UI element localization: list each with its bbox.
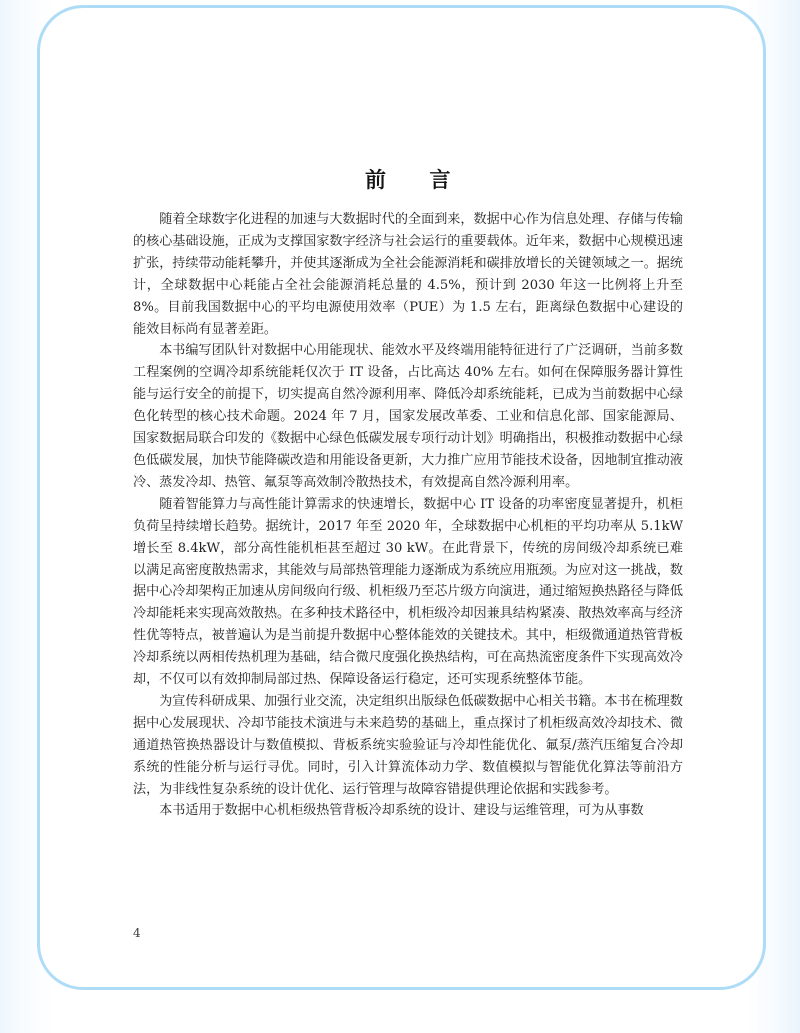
paragraph: 为宣传科研成果、加强行业交流，决定组织出版绿色低碳数据中心相关书籍。本书在梳理数据中心发展现状、冷却节能技术演进与未来趋势的基础上，重点探讨了机柜级高效冷却技术、微通道热管换热器设计与数值模拟、背板系统实验验证与冷却性能优化、氟泵/蒸汽压缩复合冷却系统的性能分析与运行寻优。同时，引入计算流体动力学、数值模拟与智能优化算法等前沿方法，为非线性复杂系统的设计优化、运行管理与故障容错提供理论依据和实践参考。	[133, 693, 683, 797]
page-number: 4	[133, 926, 141, 940]
page-title: 前 言	[365, 168, 451, 192]
paragraph: 本书编写团队针对数据中心用能现状、能效水平及终端用能特征进行了广泛调研，当前多数工程案例的空调冷却系统能耗仅次于 IT 设备，占比高达 40% 左右。如何在保障服务器计算性能与运行安全的前提下，切实提高自然冷源利用率、降低冷却系统能耗，已成为当前数据中心绿色化转型的核心技术命题。2024 年 7 月，国家发展改革委、工业和信息化部、国家能源局、国家数据局联合印发的《数据中心绿色低碳发展专项行动计划》明确指出，积极推动数据中心绿色低碳发展，加快节能降碳改造和用能设备更新，大力推广应用节能技术设备，因地制宜推动液冷、蒸发冷却、热管、氟泵等高效制冷散热技术，有效提高自然冷源利用率。	[133, 343, 683, 490]
paragraph: 随着智能算力与高性能计算需求的快速增长，数据中心 IT 设备的功率密度显著提升，机柜负荷呈持续增长趋势。据统计，2017 年至 2020 年，全球数据中心机柜的平均功率从 5.1kW 增长至 8.4kW，部分高性能机柜甚至超过 30 kW。在此背景下，传统的房间级冷却系统已难以满足高密度散热需求，其能效与局部热管理能力逐渐成为系统应用瓶颈。为应对这一挑战，数据中心冷却架构正加速从房间级向行级、机柜级乃至芯片级方向演进，通过缩短换热路径与降低冷却能耗来实现高效散热。在多种技术路径中，机柜级冷却因兼具结构紧凑、散热效率高与经济性优等特点，被普遍认为是当前提升数据中心整体能效的关键技术。其中，柜级微通道热管背板冷却系统以两相传热机理为基础，结合微尺度强化换热结构，可在高热流密度条件下实现高效冷却，不仅可以有效抑制局部过热、保障设备运行稳定，还可实现系统整体节能。	[133, 496, 683, 688]
preface-body	[133, 209, 683, 822]
paragraph: 本书适用于数据中心机柜级热管背板冷却系统的设计、建设与运维管理，可为从事数	[159, 803, 644, 819]
paragraph: 随着全球数字化进程的加速与大数据时代的全面到来，数据中心作为信息处理、存储与传输的核心基础设施，正成为支撑国家数字经济与社会运行的重要载体。近年来，数据中心规模迅速扩张，持续带动能耗攀升，并使其逐渐成为全社会能源消耗和碳排放增长的关键领域之一。据统计，全球数据中心耗能占全社会能源消耗总量的 4.5%，预计到 2030 年这一比例将上升至 8%。目前我国数据中心的平均电源使用效率（PUE）为 1.5 左右，距离绿色数据中心建设的能效目标尚有显著差距。	[133, 212, 683, 337]
